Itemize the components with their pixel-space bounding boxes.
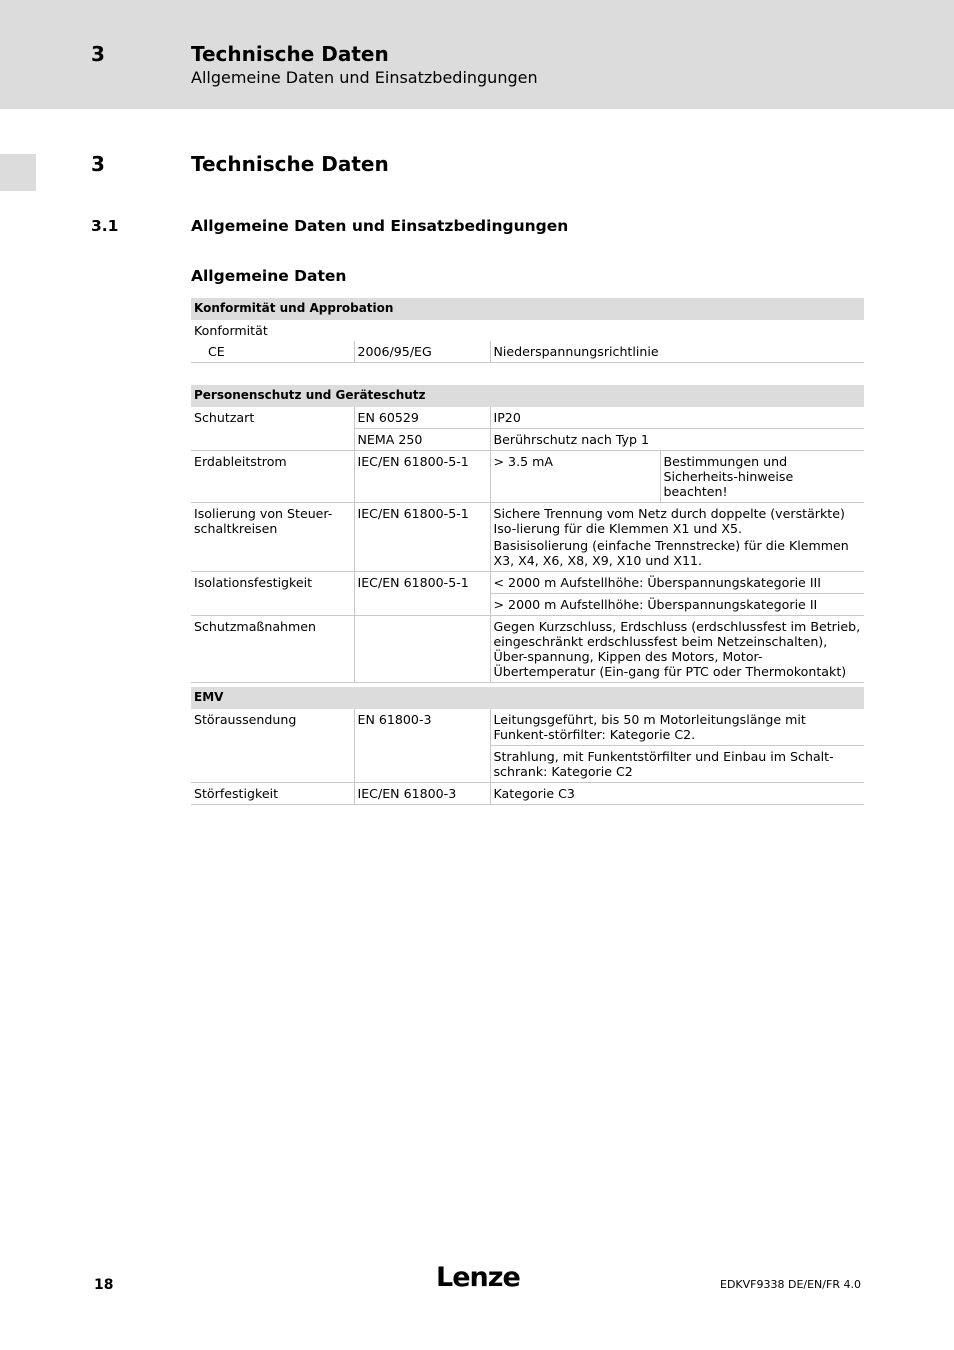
table-row	[191, 616, 864, 683]
document-id: EDKVF9338 DE/EN/FR 4.0	[720, 1278, 861, 1291]
table-row	[191, 341, 864, 363]
cell: 2006/95/EG	[354, 341, 490, 363]
chapter-tab-marker	[0, 154, 36, 191]
table-personenschutz	[191, 385, 864, 683]
page-number: 18	[94, 1277, 114, 1293]
cell: Bestimmungen und Sicherheits-hinweise beachten!	[660, 451, 864, 503]
cell: CE	[191, 341, 354, 363]
cell: EN 61800-3	[354, 709, 490, 783]
table-section-header	[191, 687, 864, 709]
heading3-title: Allgemeine Daten	[191, 267, 347, 285]
table-konformitaet	[191, 298, 864, 363]
cell-paragraph: Basisisolierung (einfache Trennstrecke) für die Klemmen X3, X4, X6, X8, X9, X10 und X11.	[493, 538, 849, 568]
cell: < 2000 m Aufstellhöhe: Überspannungskategorie III	[490, 572, 864, 594]
cell: Kategorie C3	[490, 783, 864, 805]
table-section-header	[191, 298, 864, 320]
cell: Störaussendung	[191, 709, 354, 783]
cell: Schutzmaßnahmen	[191, 616, 354, 683]
header-chapter-title: Technische Daten	[191, 42, 389, 66]
cell: Niederspannungsrichtlinie	[490, 341, 864, 363]
cell: IEC/EN 61800-5-1	[354, 572, 490, 616]
section-title: Konformität und Approbation	[191, 298, 864, 320]
cell: Gegen Kurzschluss, Erdschluss (erdschlussfest im Betrieb, eingeschränkt erdschlussfest beim Netzeinschalten), Über-spannung, Kippen des Motors, Motor-Übertemperatur (Ein-gang für PTC oder Thermokontakt)	[490, 616, 864, 683]
cell: Erdableitstrom	[191, 451, 354, 503]
cell: Strahlung, mit Funkentstörfilter und Einbau im Schalt-schrank: Kategorie C2	[490, 746, 864, 783]
row-label: Konformität	[194, 323, 268, 338]
section-title: Personenschutz und Geräteschutz	[191, 385, 864, 407]
section-title: EMV	[191, 687, 864, 709]
table-row	[191, 451, 864, 503]
heading1-number: 3	[91, 152, 105, 176]
cell: > 2000 m Aufstellhöhe: Überspannungskategorie II	[490, 594, 864, 616]
heading1-title: Technische Daten	[191, 152, 389, 176]
lenze-logo: Lenze	[436, 1262, 520, 1293]
cell: NEMA 250	[354, 429, 490, 451]
cell: Berührschutz nach Typ 1	[490, 429, 864, 451]
table-row	[191, 572, 864, 594]
header-subtitle: Allgemeine Daten und Einsatzbedingungen	[191, 68, 538, 87]
table-row	[191, 783, 864, 805]
cell: Isolierung von Steuer-schaltkreisen	[191, 503, 354, 572]
table-row	[191, 407, 864, 429]
heading2-number: 3.1	[91, 217, 119, 235]
cell: Isolationsfestigkeit	[191, 572, 354, 616]
cell-paragraph: Sichere Trennung vom Netz durch doppelte (verstärkte) Iso-lierung für die Klemmen X1 und X5.	[493, 506, 845, 536]
table-row	[191, 320, 864, 341]
cell: Leitungsgeführt, bis 50 m Motorleitungslänge mit Funkent-störfilter: Kategorie C2.	[490, 709, 864, 746]
cell: IEC/EN 61800-5-1	[354, 503, 490, 572]
cell	[490, 503, 864, 572]
cell: IEC/EN 61800-5-1	[354, 451, 490, 503]
header-chapter-number: 3	[91, 42, 105, 66]
heading2-title: Allgemeine Daten und Einsatzbedingungen	[191, 217, 569, 235]
table-emv	[191, 687, 864, 805]
page-header-band	[0, 0, 954, 109]
cell: IP20	[490, 407, 864, 429]
cell: IEC/EN 61800-3	[354, 783, 490, 805]
table-row	[191, 709, 864, 746]
cell	[354, 616, 490, 683]
table-row	[191, 503, 864, 572]
table-section-header	[191, 385, 864, 407]
cell: Schutzart	[191, 407, 354, 451]
cell: EN 60529	[354, 407, 490, 429]
cell: Störfestigkeit	[191, 783, 354, 805]
cell: > 3.5 mA	[490, 451, 660, 503]
